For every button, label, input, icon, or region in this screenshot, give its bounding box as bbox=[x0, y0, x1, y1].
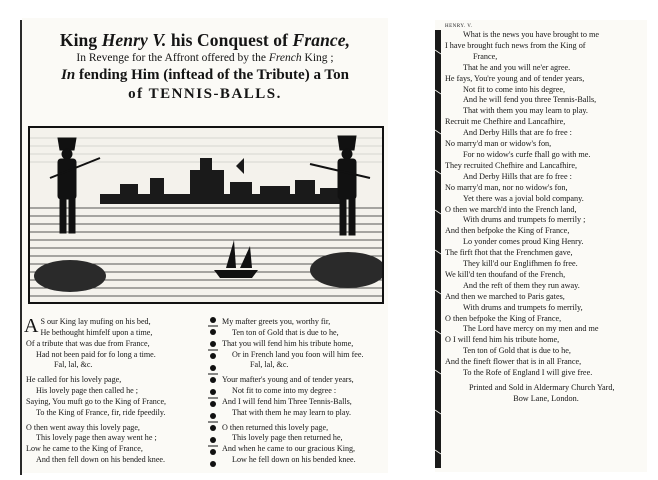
title-line-3 bbox=[22, 66, 388, 85]
verse-line: O then befpoke the King of France, bbox=[445, 313, 562, 323]
title-text-italic: France, bbox=[292, 30, 351, 50]
verse-line: The Lord have mercy on my men and me bbox=[463, 324, 599, 334]
imprint-line: Printed and Sold in Aldermary Church Yard, bbox=[469, 383, 615, 392]
right-broadside bbox=[435, 20, 647, 472]
ballad-title bbox=[22, 30, 388, 103]
verse-line: We kill'd ten thoufand of the French, bbox=[445, 269, 566, 279]
subtitle-text: In Revenge for the Affront offered by the bbox=[76, 52, 269, 64]
verse-line: He called for his lovely page, bbox=[26, 375, 122, 385]
verse-line: For no widow's curfe fhall go with me. bbox=[463, 149, 591, 159]
drop-capital: A bbox=[24, 315, 39, 337]
verse-line: Ten ton of Gold that is due to he, bbox=[232, 327, 339, 337]
town-skyline bbox=[100, 158, 342, 204]
verse-line: And then we marched to Paris gates, bbox=[445, 291, 565, 301]
refrain-line: Fal, lal, &c. bbox=[250, 360, 289, 370]
title-text-italic: Henry V. bbox=[101, 30, 167, 50]
verse-line: Your mafter's young and of tender years, bbox=[222, 375, 354, 385]
verse-line: And Derby Hills that are fo free : bbox=[463, 171, 572, 181]
verse-line: No marry'd man, nor no widow's fon, bbox=[445, 182, 568, 192]
verse-line: And the reft of them they run away. bbox=[463, 280, 580, 290]
title-text-italic: In bbox=[61, 67, 76, 83]
verse-line: His lovely page then called he ; bbox=[36, 386, 139, 396]
verse-line: And then fell down on his bended knee. bbox=[36, 455, 166, 465]
verse-line: Recruit me Chefhire and Lancafhire, bbox=[445, 117, 566, 127]
verse-line: That he and you will ne'er agree. bbox=[463, 62, 571, 72]
refrain-line: Fal, lal, &c. bbox=[54, 360, 93, 370]
ornamental-divider bbox=[206, 314, 220, 474]
verse-line: This lovely page then returned he, bbox=[232, 433, 343, 443]
verse-line: He bethought himfelf upon a time, bbox=[40, 327, 153, 337]
sailing-ship bbox=[214, 240, 258, 278]
title-line-1 bbox=[22, 30, 388, 51]
title-text: King bbox=[59, 30, 102, 50]
subtitle-text: King ; bbox=[301, 52, 334, 64]
verse-line: Not fit to come into my degree : bbox=[232, 386, 337, 396]
verse-line: Or in French land you foon will him fee. bbox=[232, 349, 364, 359]
verse-line: Not fit to come into his degree, bbox=[463, 84, 566, 94]
verse-line: O then we march'd into the French land, bbox=[445, 204, 577, 214]
verse-line: And he will fend you three Tennis-Balls, bbox=[463, 95, 597, 105]
verse-line: With drums and trumpets fo merrily ; bbox=[463, 215, 586, 225]
verse-line: No marry'd man or widow's fon, bbox=[445, 139, 552, 149]
verse-line: O I will fend him his tribute home, bbox=[445, 335, 560, 345]
verse-line: Saying, You muft go to the King of France, bbox=[26, 396, 167, 406]
verse-line: And Derby Hills that are fo free : bbox=[463, 128, 572, 138]
running-head: HENRY. V. bbox=[445, 24, 473, 29]
verse-line: I have brought fuch news from the King of bbox=[445, 40, 586, 50]
verse-line: Low he fell down on his bended knee. bbox=[232, 455, 356, 465]
verse-line: Yet there was a jovial bold company. bbox=[463, 193, 584, 203]
title-text: his Conquest of bbox=[166, 30, 293, 50]
right-sheet-border bbox=[435, 30, 441, 468]
verse-line: And when he came to our gracious King, bbox=[222, 444, 356, 454]
verse-line: Ten ton of Gold that is due to he, bbox=[463, 346, 571, 356]
title-line-4: of TENNIS-BALLS. bbox=[128, 86, 282, 102]
continuation-text bbox=[445, 23, 647, 405]
title-line-2 bbox=[22, 51, 388, 66]
verse-line: And then befpoke the King of France, bbox=[445, 226, 570, 236]
verse-line: To the King of France, fir, ride fpeedily. bbox=[36, 407, 166, 417]
verse-line: They kill'd our Englifhmen fo free. bbox=[463, 259, 578, 269]
verse-line: This lovely page then away went he ; bbox=[36, 433, 157, 443]
left-broadside bbox=[22, 18, 388, 473]
verse-line: A S our King lay mufing on his bed, bbox=[24, 315, 151, 337]
verse-line: That you will fend him his tribute home, bbox=[222, 338, 354, 348]
imprint-line: Bow Lane, London. bbox=[513, 393, 579, 403]
verse-line: O then returned this lovely page, bbox=[222, 422, 329, 432]
verse-line: The firft fhot that the Frenchmen gave, bbox=[445, 248, 573, 258]
verse-line: O then went away this lovely page, bbox=[26, 422, 140, 432]
verse-line: My mafter greets you, worthy fir, bbox=[222, 317, 331, 326]
verse-line: That with them you may learn to play. bbox=[463, 106, 588, 116]
woodcut-illustration bbox=[28, 126, 384, 304]
woodcut-scene-image bbox=[30, 128, 382, 302]
verse-line: What is the news you have brought to me bbox=[463, 30, 599, 39]
verse-column-left bbox=[26, 317, 206, 466]
verse-line: France, bbox=[473, 51, 498, 61]
right-soldier-figure bbox=[310, 136, 370, 235]
verse-line: To the Rofe of England I will give free. bbox=[463, 368, 593, 378]
verse-line: Lo yonder comes proud King Henry. bbox=[463, 237, 584, 247]
verse-line: Had not been paid for fo long a time. bbox=[36, 349, 156, 359]
verse-line: That with them he may learn to play. bbox=[232, 407, 352, 417]
verse-line: They recruited Chefhire and Lancafhire, bbox=[445, 160, 578, 170]
verse-line: Low he came to the King of France, bbox=[26, 444, 143, 454]
verse-line: And the fineft flower that is in all France, bbox=[445, 357, 582, 367]
verse-line: And I will fend him Three Tennis-Balls, bbox=[222, 396, 352, 406]
title-text: fending Him (inftead of the Tribute) a Ton bbox=[75, 67, 349, 83]
left-soldier-figure bbox=[50, 138, 100, 233]
verse-line: With drums and trumpets fo merrily, bbox=[463, 302, 583, 312]
verse-column-right bbox=[222, 317, 388, 466]
verse-line: He fays, You're young and of tender years, bbox=[445, 73, 585, 83]
subtitle-text-italic: French bbox=[268, 52, 302, 64]
verse-line: Of a tribute that was due from France, bbox=[26, 338, 150, 348]
